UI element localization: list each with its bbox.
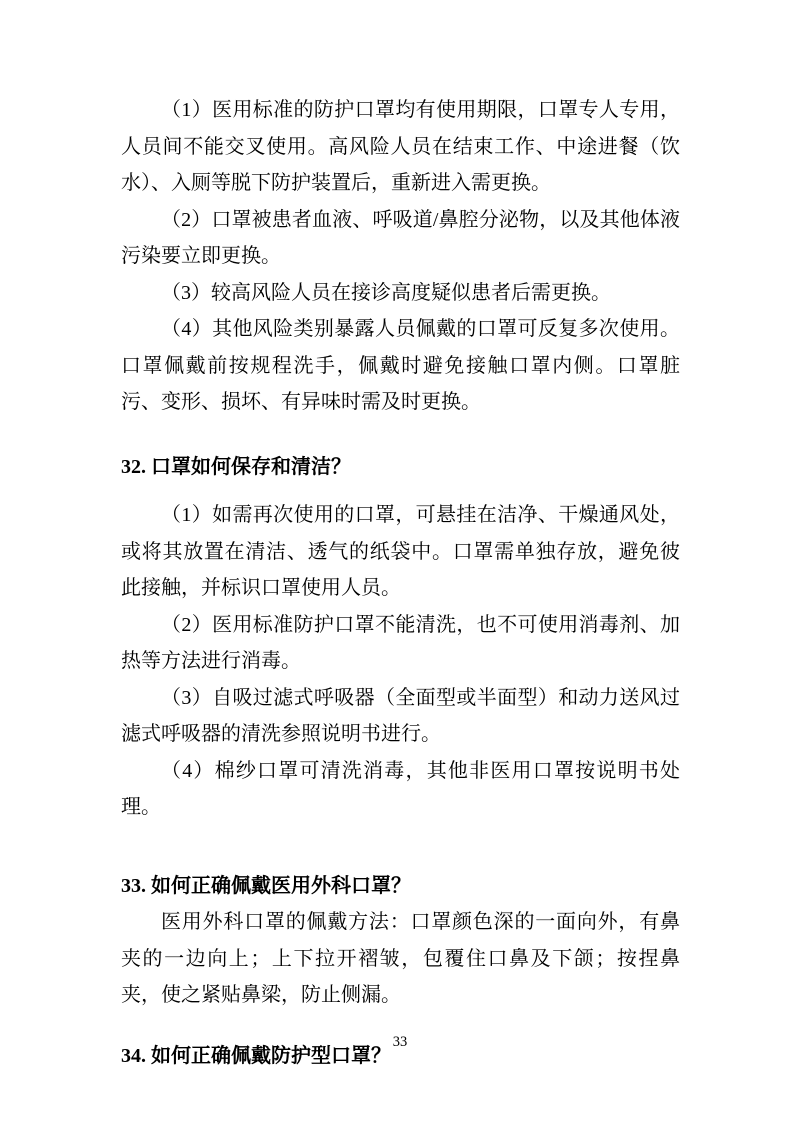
paragraph-cotton-mask: （4）棉纱口罩可清洗消毒，其他非医用口罩按说明书处理。 <box>121 759 680 818</box>
paragraph-mask-contamination: （2）口罩被患者血液、呼吸道/鼻腔分泌物，以及其他体液污染要立即更换。 <box>121 208 680 267</box>
paragraph-surgical-mask-wearing: 医用外科口罩的佩戴方法：口罩颜色深的一面向外，有鼻夹的一边向上；上下拉开褶皱，包覆住口鼻及下颌；按捏鼻夹，使之紧贴鼻梁，防止侧漏。 <box>121 911 680 1006</box>
section-heading-33: 33. 如何正确佩戴医用外科口罩？ <box>121 874 411 897</box>
section-heading-32: 32. 口罩如何保存和清洁？ <box>121 455 351 478</box>
document-body <box>121 92 680 1074</box>
paragraph-mask-expiry: （1）医用标准的防护口罩均有使用期限，口罩专人专用，人员间不能交叉使用。高风险人员在结束工作、中途进餐（饮水）、入厕等脱下防护装置后，重新进入需更换。 <box>121 99 680 194</box>
paragraph-storage: （1）如需再次使用的口罩，可悬挂在洁净、干燥通风处，或将其放置在清洁、透气的纸袋中。口罩需单独存放，避免彼此接触，并标识口罩使用人员。 <box>121 504 680 599</box>
paragraph-mask-reuse: （4）其他风险类别暴露人员佩戴的口罩可反复多次使用。口罩佩戴前按规程洗手，佩戴时避免接触口罩内侧。口罩脏污、变形、损坏、有异味时需及时更换。 <box>121 318 680 413</box>
paragraph-mask-high-risk: （3）较高风险人员在接诊高度疑似患者后需更换。 <box>161 281 611 304</box>
page-footer <box>0 1032 800 1052</box>
paragraph-respirator-cleaning: （3）自吸过滤式呼吸器（全面型或半面型）和动力送风过滤式呼吸器的清洗参照说明书进行。 <box>121 686 680 745</box>
section-heading-34: 34. 如何正确佩戴防护型口罩？ <box>121 1044 391 1067</box>
paragraph-no-washing: （2）医用标准防护口罩不能清洗，也不可使用消毒剂、加热等方法进行消毒。 <box>121 613 680 672</box>
page-number: 33 <box>392 1034 408 1050</box>
